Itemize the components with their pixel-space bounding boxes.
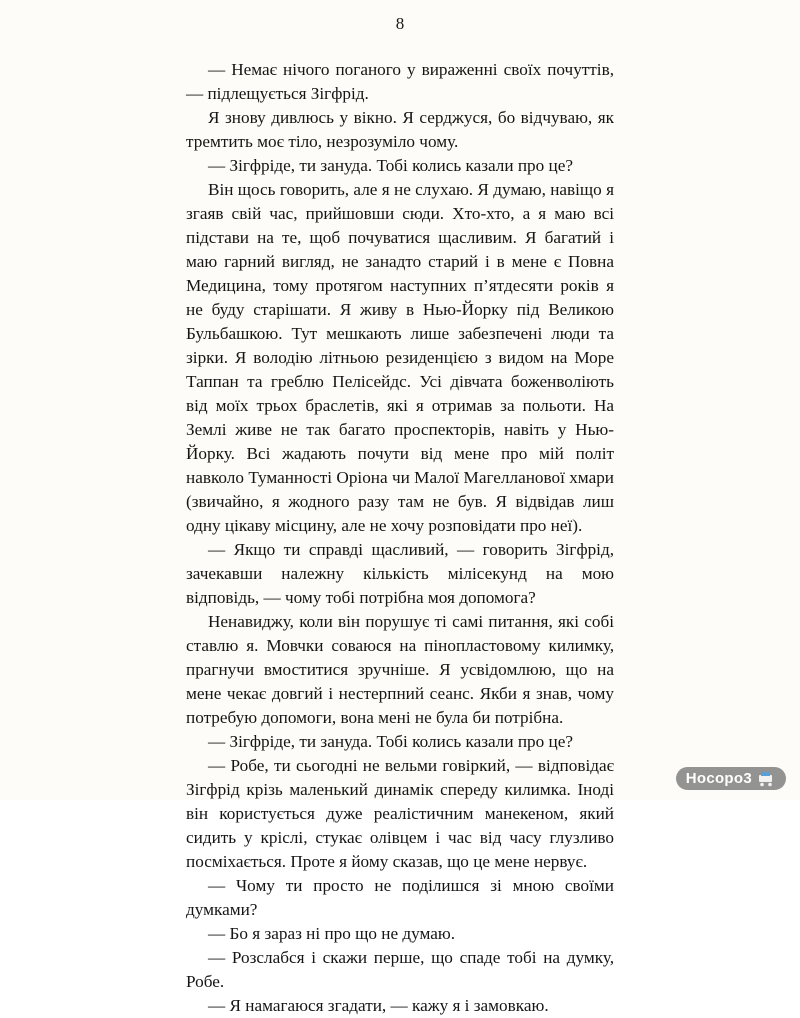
paragraph: — Зігфріде, ти зануда. Тобі колись казали про це? — [208, 732, 573, 751]
paragraph: — Я намагаюся згадати, — кажу я і замовкаю. — [208, 996, 549, 1015]
cart-icon — [756, 771, 776, 787]
paragraph: — Якщо ти справді щасливий, — говорить Зігфрід, зачекавши належну кількість мілісекунд на мою відповідь, — чому тобі потрібна моя допомога? — [186, 540, 614, 607]
paragraph: — Розслабся і скажи перше, що спаде тобі на думку, Робе. — [186, 948, 614, 991]
paragraph: — Чому ти просто не поділишся зі мною своїми думками? — [186, 876, 614, 919]
paragraph: — Зігфріде, ти зануда. Тобі колись казали про це? — [208, 156, 573, 175]
paragraph: Я знову дивлюсь у вікно. Я серджуся, бо відчуваю, як тремтить моє тіло, незрозуміло чому. — [186, 108, 614, 151]
paragraph: Ненавиджу, коли він порушує ті самі питання, які собі ставлю я. Мовчки соваюся на пінопластовому килимку, прагнучи вмоститися зручніше. Я усвідомлюю, що на мене чекає довгий і нестерпний сеанс. Якби я знав, чому потребую допомоги, вона мені не була би потрібна. — [186, 612, 614, 727]
site-watermark — [676, 767, 786, 790]
paragraph: — Робе, ти сьогодні не вельми говіркий, — відповідає Зігфрід крізь маленький динамік спереду килимка. Іноді він користується дуже реалістичним манекеном, який сидить у кріслі, стукає олівцем і час від часу глузливо посміхається. Проте я йому сказав, що це мене нервує. — [186, 756, 614, 871]
watermark-label: Нocopo3 — [685, 770, 752, 787]
body-text — [186, 58, 614, 1018]
paragraph: — Бо я зараз ні про що не думаю. — [208, 924, 456, 943]
paragraph: Він щось говорить, але я не слухаю. Я думаю, навіщо я згаяв свій час, прийшовши сюди. Хто-хто, а я маю всі підстави на те, щоб почуватися щасливим. Я багатий і маю гарний вигляд, не занадто старий і в мене є Повна Медицина, тому протягом наступних п’ятдесяти років я не буду старішати. Я живу в Нью-Йорку під Великою Бульбашкою. Тут мешкають лише забезпечені люди та зірки. Я володію літньою резиденцією з видом на Море Таппан та греблю Пелісейдс. Усі дівчата боженволіють від моїх трьох браслетів, які я отримав за польоти. На Землі живе не так багато проспекторів, навіть у Нью-Йорку. Всі жадають почути від мене про мій політ навколо Туманності Оріона чи Малої Магелланової хмари (звичайно, я жодного разу там не був. Я відвідав лиш одну цікаву місцину, але не хочу розповідати про неї). — [186, 180, 614, 535]
page-number: 8 — [395, 14, 405, 33]
paragraph: — Немає нічого поганого у вираженні своїх почуттів, — підлещується Зігфрід. — [186, 60, 614, 103]
